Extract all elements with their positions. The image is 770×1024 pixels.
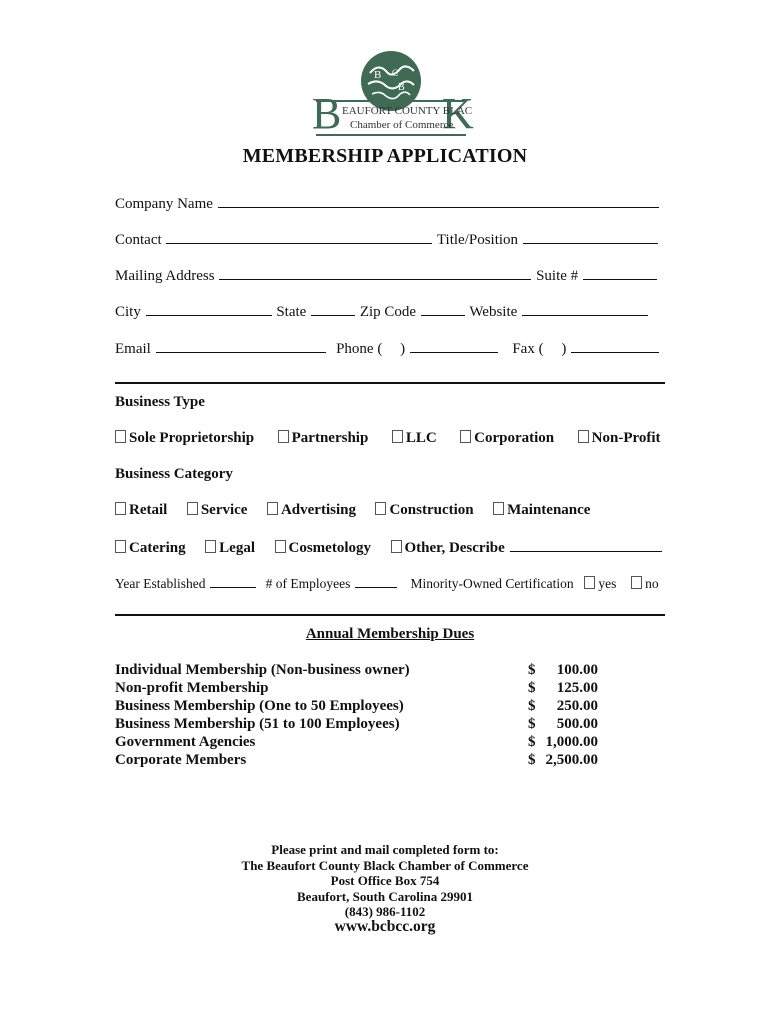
option-label: Other, Describe — [404, 540, 505, 556]
checkbox[interactable] — [392, 430, 403, 443]
option-non-profit[interactable] — [578, 430, 661, 446]
mailing-row — [115, 266, 658, 285]
option-label: Construction — [389, 502, 474, 518]
currency: $ — [528, 698, 536, 714]
minority-no-option[interactable] — [631, 576, 659, 591]
option-label: Partnership — [291, 430, 369, 446]
checkbox[interactable] — [460, 430, 471, 443]
zip-label: Zip Code — [359, 304, 417, 320]
city-label: City — [115, 304, 141, 320]
website-link[interactable]: www.bcbcc.org — [334, 918, 436, 935]
checkbox[interactable] — [584, 576, 595, 589]
option-label: Sole Proprietorship — [129, 430, 255, 446]
logo-big-b: B — [312, 89, 342, 138]
amount: 250.00 — [556, 698, 598, 714]
footer-line: Beaufort, South Carolina 29901 — [297, 888, 473, 904]
checkbox[interactable] — [115, 502, 126, 515]
footer-line: (843) 986-1102 — [344, 904, 426, 919]
option-label: Catering — [129, 540, 186, 556]
option-construction[interactable] — [375, 502, 473, 518]
svg-text:C: C — [392, 68, 399, 78]
phone-field[interactable] — [410, 339, 498, 353]
option-other[interactable] — [391, 540, 505, 556]
dues-labels — [115, 661, 410, 769]
amount: 2,500.00 — [545, 752, 598, 768]
option-service[interactable] — [187, 502, 248, 518]
option-llc[interactable] — [392, 430, 437, 446]
option-catering[interactable] — [115, 540, 186, 556]
svg-text:B: B — [398, 82, 405, 93]
dues-item-label: Business Membership (One to 50 Employees) — [115, 698, 404, 714]
employees-field[interactable] — [355, 574, 397, 588]
fax-label: Fax ( — [512, 341, 544, 357]
logo-line1: EAUFORT COUNTY BLAC — [342, 105, 473, 117]
city-field[interactable] — [146, 302, 272, 316]
year-established-label: Year Established — [115, 576, 206, 591]
amount: 100.00 — [556, 662, 598, 678]
fax-paren: ) — [561, 341, 567, 357]
option-partnership[interactable] — [278, 430, 369, 446]
checkbox[interactable] — [631, 576, 642, 589]
phone-label: Phone ( — [336, 341, 383, 357]
option-advertising[interactable] — [267, 502, 356, 518]
contact-label: Contact — [115, 232, 162, 248]
currency: $ — [528, 734, 536, 750]
phone-paren: ) — [400, 341, 406, 357]
title-position-field[interactable] — [523, 230, 658, 244]
option-label: Retail — [129, 502, 168, 518]
option-label: yes — [598, 576, 617, 591]
currency: $ — [528, 680, 536, 696]
dues-item-label: Non-profit Membership — [115, 680, 269, 696]
currency: $ — [528, 752, 536, 768]
option-label: Non-Profit — [591, 430, 661, 446]
misc-row — [115, 574, 659, 592]
business-category-row2 — [115, 538, 663, 557]
contact-row — [115, 230, 659, 249]
other-describe-field[interactable] — [510, 538, 662, 552]
employees-label: # of Employees — [265, 576, 351, 591]
option-retail[interactable] — [115, 502, 167, 518]
dues-amount-row — [528, 679, 598, 697]
svg-text:B: B — [374, 69, 382, 81]
option-cosmetology[interactable] — [275, 540, 372, 556]
checkbox[interactable] — [391, 540, 402, 553]
dues-amount-row — [528, 661, 598, 679]
option-label: LLC — [405, 430, 437, 446]
company-name-row — [115, 194, 660, 213]
suite-field[interactable] — [583, 266, 657, 280]
checkbox[interactable] — [205, 540, 216, 553]
option-label: Service — [200, 502, 248, 518]
checkbox[interactable] — [578, 430, 589, 443]
page-title: MEMBERSHIP APPLICATION — [242, 145, 528, 167]
checkbox[interactable] — [187, 502, 198, 515]
footer-line: Please print and mail completed form to: — [271, 842, 499, 857]
city-row — [115, 302, 649, 321]
minority-yes-option[interactable] — [584, 576, 616, 591]
dues-item-label: Business Membership (51 to 100 Employees) — [115, 716, 400, 732]
dues-amounts — [528, 661, 598, 769]
fax-field[interactable] — [571, 339, 659, 353]
option-label: Corporation — [474, 430, 555, 446]
option-label: no — [645, 576, 659, 591]
currency: $ — [528, 716, 536, 732]
dues-item-label: Corporate Members — [115, 752, 247, 768]
dues-heading: Annual Membership Dues — [305, 626, 475, 642]
checkbox[interactable] — [267, 502, 278, 515]
option-legal[interactable] — [205, 540, 255, 556]
business-category-row1 — [115, 502, 590, 519]
amount: 125.00 — [556, 680, 598, 696]
amount: 500.00 — [556, 716, 598, 732]
option-label: Maintenance — [507, 502, 591, 518]
state-label: State — [276, 304, 307, 320]
email-field[interactable] — [156, 339, 326, 353]
chamber-logo — [308, 48, 474, 140]
website-label: Website — [469, 304, 518, 320]
dues-amount-row — [528, 751, 598, 769]
option-label: Advertising — [280, 502, 356, 518]
checkbox[interactable] — [115, 540, 126, 553]
option-label: Cosmetology — [288, 540, 371, 556]
checkbox[interactable] — [375, 502, 386, 515]
currency: $ — [528, 662, 536, 678]
business-type-heading: Business Type — [115, 394, 205, 410]
email-row — [115, 339, 660, 358]
logo-big-k: K — [442, 89, 474, 138]
checkbox[interactable] — [275, 540, 286, 553]
business-category-heading: Business Category — [115, 466, 233, 482]
dues-amount-row — [528, 715, 598, 733]
year-established-field[interactable] — [210, 574, 256, 588]
footer-line: The Beaufort County Black Chamber of Commerce — [241, 857, 529, 873]
company-name-field[interactable] — [218, 194, 659, 208]
logo-line2: Chamber of Commerce — [350, 119, 454, 131]
zip-field[interactable] — [421, 302, 465, 316]
dues-item-label: Individual Membership (Non-business owner) — [115, 662, 410, 678]
checkbox[interactable] — [115, 430, 126, 443]
option-corporation[interactable] — [460, 430, 554, 446]
title-position-label: Title/Position — [436, 232, 519, 248]
dues-amount-row — [528, 697, 598, 715]
option-sole-proprietorship[interactable] — [115, 430, 254, 446]
dues-amount-row — [528, 733, 598, 751]
company-name-label: Company Name — [115, 196, 213, 212]
business-type-options — [115, 430, 661, 447]
minority-owned-label: Minority-Owned Certification — [410, 576, 574, 591]
option-label: Legal — [219, 540, 255, 556]
checkbox[interactable] — [493, 502, 504, 515]
dues-item-label: Government Agencies — [115, 734, 256, 750]
state-field[interactable] — [311, 302, 355, 316]
option-maintenance[interactable] — [493, 502, 590, 518]
mailing-instructions — [0, 842, 770, 920]
footer-line: Post Office Box 754 — [330, 873, 440, 888]
section-divider-2 — [115, 614, 665, 616]
suite-label: Suite # — [536, 268, 579, 284]
section-divider-1 — [115, 382, 665, 384]
mailing-address-field[interactable] — [219, 266, 531, 280]
email-label: Email — [115, 341, 151, 357]
mailing-address-label: Mailing Address — [115, 268, 215, 284]
amount: 1,000.00 — [545, 734, 598, 750]
contact-field[interactable] — [166, 230, 432, 244]
website-field[interactable] — [522, 302, 648, 316]
checkbox[interactable] — [278, 430, 289, 443]
